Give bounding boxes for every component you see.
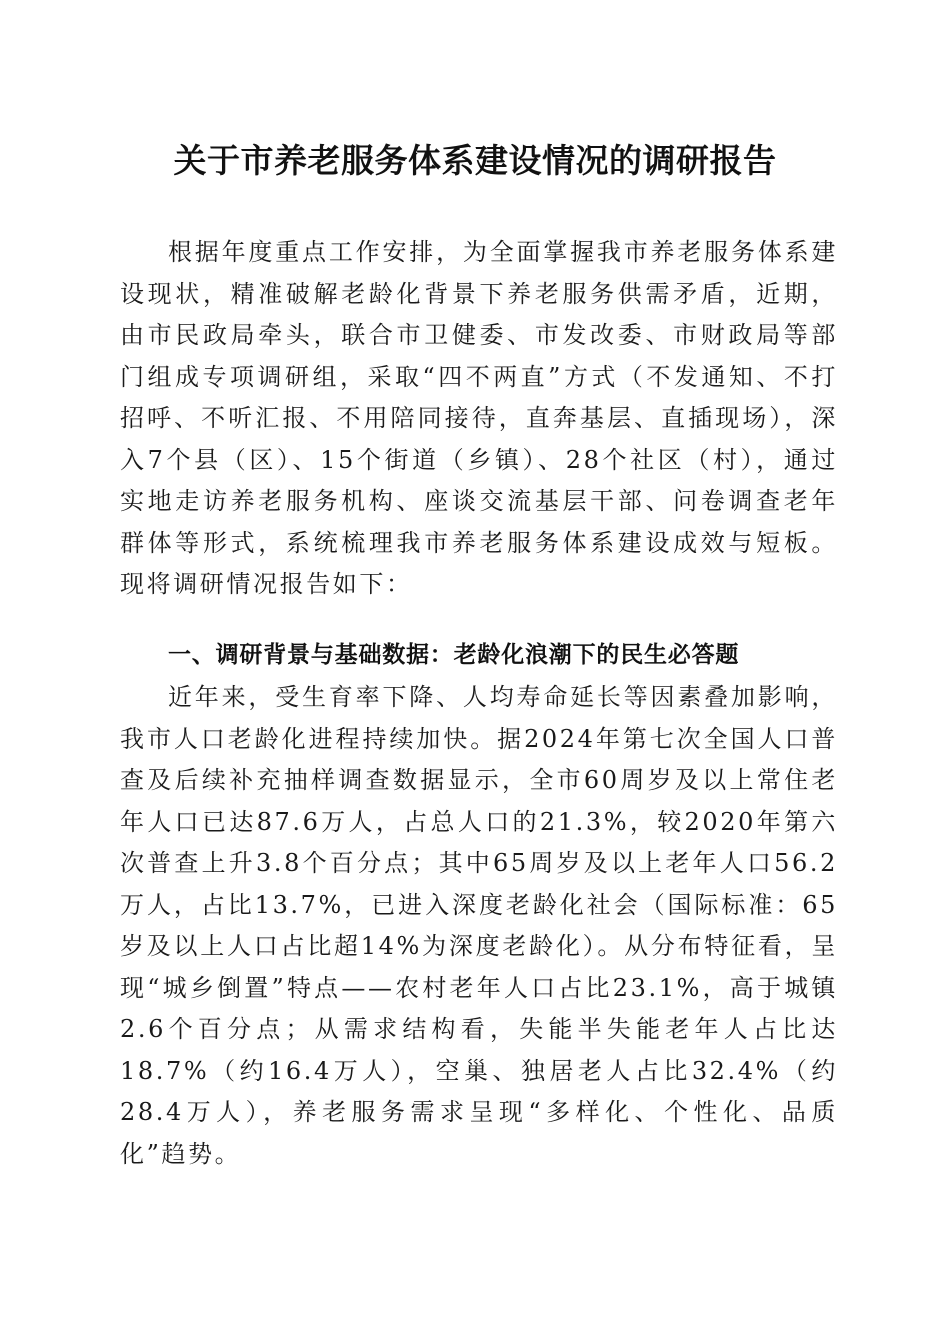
intro-paragraph: 根据年度重点工作安排，为全面掌握我市养老服务体系建设现状，精准破解老龄化背景下养老服务供需矛盾，近期，由市民政局牵头，联合市卫健委、市发改委、市财政局等部门组成专项调研组，采取“四不两直”方式（不发通知、不打招呼、不听汇报、不用陪同接待，直奔基层、直插现场），深入7个县（区）、15个街道（乡镇）、28个社区（村），通过实地走访养老服务机构、座谈交流基层干部、问卷调查老年群体等形式，系统梳理我市养老服务体系建设成效与短板。现将调研情况报告如下： — [120, 238, 838, 598]
document-title: 关于市养老服务体系建设情况的调研报告 — [173, 141, 777, 180]
section-heading: 一、调研背景与基础数据：老龄化浪潮下的民生必答题 — [168, 642, 740, 668]
background-paragraph: 近年来，受生育率下降、人均寿命延长等因素叠加影响，我市人口老龄化进程持续加快。据2024年第七次全国人口普查及后续补充抽样调查数据显示，全市60周岁及以上常住老年人口已达87.6万人，占总人口的21.3%，较2020年第六次普查上升3.8个百分点；其中65周岁及以上老年人口56.2万人，占比13.7%，已进入深度老龄化社会（国际标准：65岁及以上人口占比超14%为深度老龄化）。从分布特征看，呈现“城乡倒置”特点——农村老年人口占比23.1%，高于城镇2.6个百分点；从需求结构看，失能半失能老年人占比达18.7%（约16.4万人），空巢、独居老人占比32.4%（约28.4万人），养老服务需求呈现“多样化、个性化、品质化”趋势。 — [120, 683, 838, 1168]
